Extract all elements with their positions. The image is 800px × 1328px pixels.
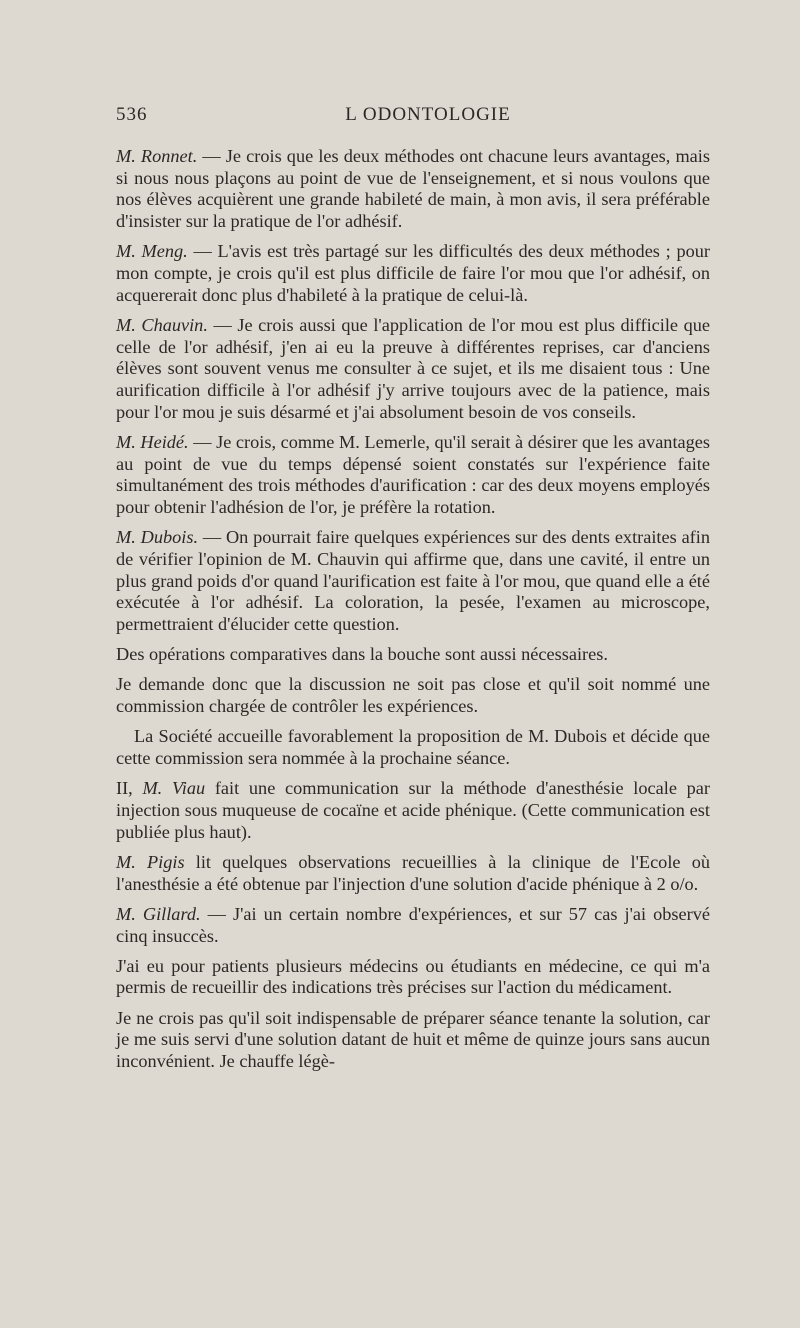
paragraph-text: — Je crois, comme M. Lemerle, qu'il serait à désirer que les avantages au point de vue du temps dépensé soient constatés sur l'expérience faite simultanément des trois méthodes d'aurification : car des deux moyens employés pour obtenir l'adhésion de l'or, je préfère la rotation.	[116, 431, 711, 518]
speaker-name: M. Viau	[142, 778, 206, 799]
paragraph-text: Je demande donc que la discussion ne soit pas close et qu'il soit nommé une commission chargée de contrôler les expériences.	[116, 674, 710, 717]
speaker-name: M. Meng.	[116, 241, 188, 262]
speaker-name: M. Chauvin.	[116, 314, 208, 335]
paragraph-text: — L'avis est très partagé sur les difficultés des deux méthodes ; pour mon compte, je crois qu'il est plus difficile de faire l'or mou que l'or adhésif, on acquererait donc plus d'habileté à la pratique de celui-là.	[116, 241, 710, 305]
paragraph-heide	[116, 432, 710, 519]
page-number: 536	[116, 104, 148, 125]
speaker-name: M. Heidé.	[116, 431, 189, 452]
paragraph-operations	[116, 644, 710, 666]
paragraph-text: fait une communication sur la méthode d'anesthésie locale par injection sous muqueuse de cocaïne et acide phénique. (Cette communication est publiée plus haut).	[116, 778, 710, 842]
paragraph-chauvin	[116, 315, 710, 424]
running-title: L ODONTOLOGIE	[345, 104, 511, 125]
paragraph-viau	[116, 778, 710, 843]
paragraph-text: — Je crois que les deux méthodes ont chacune leurs avantages, mais si nous nous plaçons au point de vue de l'enseignement, et si nous voulons que nos élèves acquièrent une grande habileté de main, à mon avis, il sera préférable d'insister sur la pratique de l'or adhésif.	[116, 146, 710, 232]
paragraph-meng	[116, 241, 710, 306]
speaker-name: M. Ronnet.	[116, 146, 198, 166]
speaker-name: M. Pigis	[116, 851, 185, 872]
paragraph-patients	[116, 956, 710, 999]
paragraph-text: J'ai eu pour patients plusieurs médecins ou étudiants en médecine, ce qui m'a permis de recueillir des indications très précises sur l'action du médicament.	[116, 955, 710, 998]
speaker-name: M. Dubois.	[116, 527, 199, 548]
paragraph-ronnet	[116, 146, 710, 233]
paragraph-text: Des opérations comparatives dans la bouche sont aussi nécessaires.	[116, 644, 608, 665]
paragraph-pigis	[116, 852, 710, 895]
page-header	[116, 104, 710, 132]
paragraph-dubois	[116, 527, 710, 636]
paragraph-text: lit quelques observations recueillies à la clinique de l'Ecole où l'anesthésie a été obtenue par l'injection d'une solution d'acide phénique à 2 o/o.	[116, 851, 710, 894]
paragraph-text: La Société accueille favorablement la proposition de M. Dubois et décide que cette commission sera nommée à la prochaine séance.	[116, 726, 710, 769]
paragraph-demande	[116, 674, 710, 717]
speaker-name: M. Gillard.	[116, 903, 201, 924]
section-prefix: II,	[116, 778, 143, 799]
paragraph-text: — Je crois aussi que l'application de l'or mou est plus difficile que celle de l'or adhésif, j'en ai eu la preuve à différentes reprises, car d'anciens élèves sont souvent venus me consulter à ce sujet, et ils me disaient tous : Une aurification difficile à l'or adhésif j'y arrive toujours avec de la patience, mais pour l'or mou je suis désarmé et j'ai absolument besoin de vos conseils.	[116, 314, 711, 422]
body-text	[116, 146, 710, 1081]
paragraph-text: Je ne crois pas qu'il soit indispensable de préparer séance tenante la solution, car je me suis servi d'une solution datant de huit et même de quinze jours sans aucun inconvénient. Je chauffe légè-	[116, 1007, 710, 1072]
paragraph-text: — J'ai un certain nombre d'expériences, et sur 57 cas j'ai observé cinq insuccès.	[116, 903, 710, 946]
paragraph-gillard	[116, 904, 710, 947]
paragraph-text: — On pourrait faire quelques expériences sur des dents extraites afin de vérifier l'opinion de M. Chauvin qui affirme que, dans une cavité, il entre un plus grand poids d'or quand l'aurification est faite à l'or mou, que quand elle a été exécutée à l'or adhésif. La coloration, la pesée, l'examen au microscope, permettraient d'élucider cette question.	[116, 527, 710, 635]
paragraph-solution	[116, 1008, 710, 1073]
paragraph-societe	[116, 726, 710, 769]
